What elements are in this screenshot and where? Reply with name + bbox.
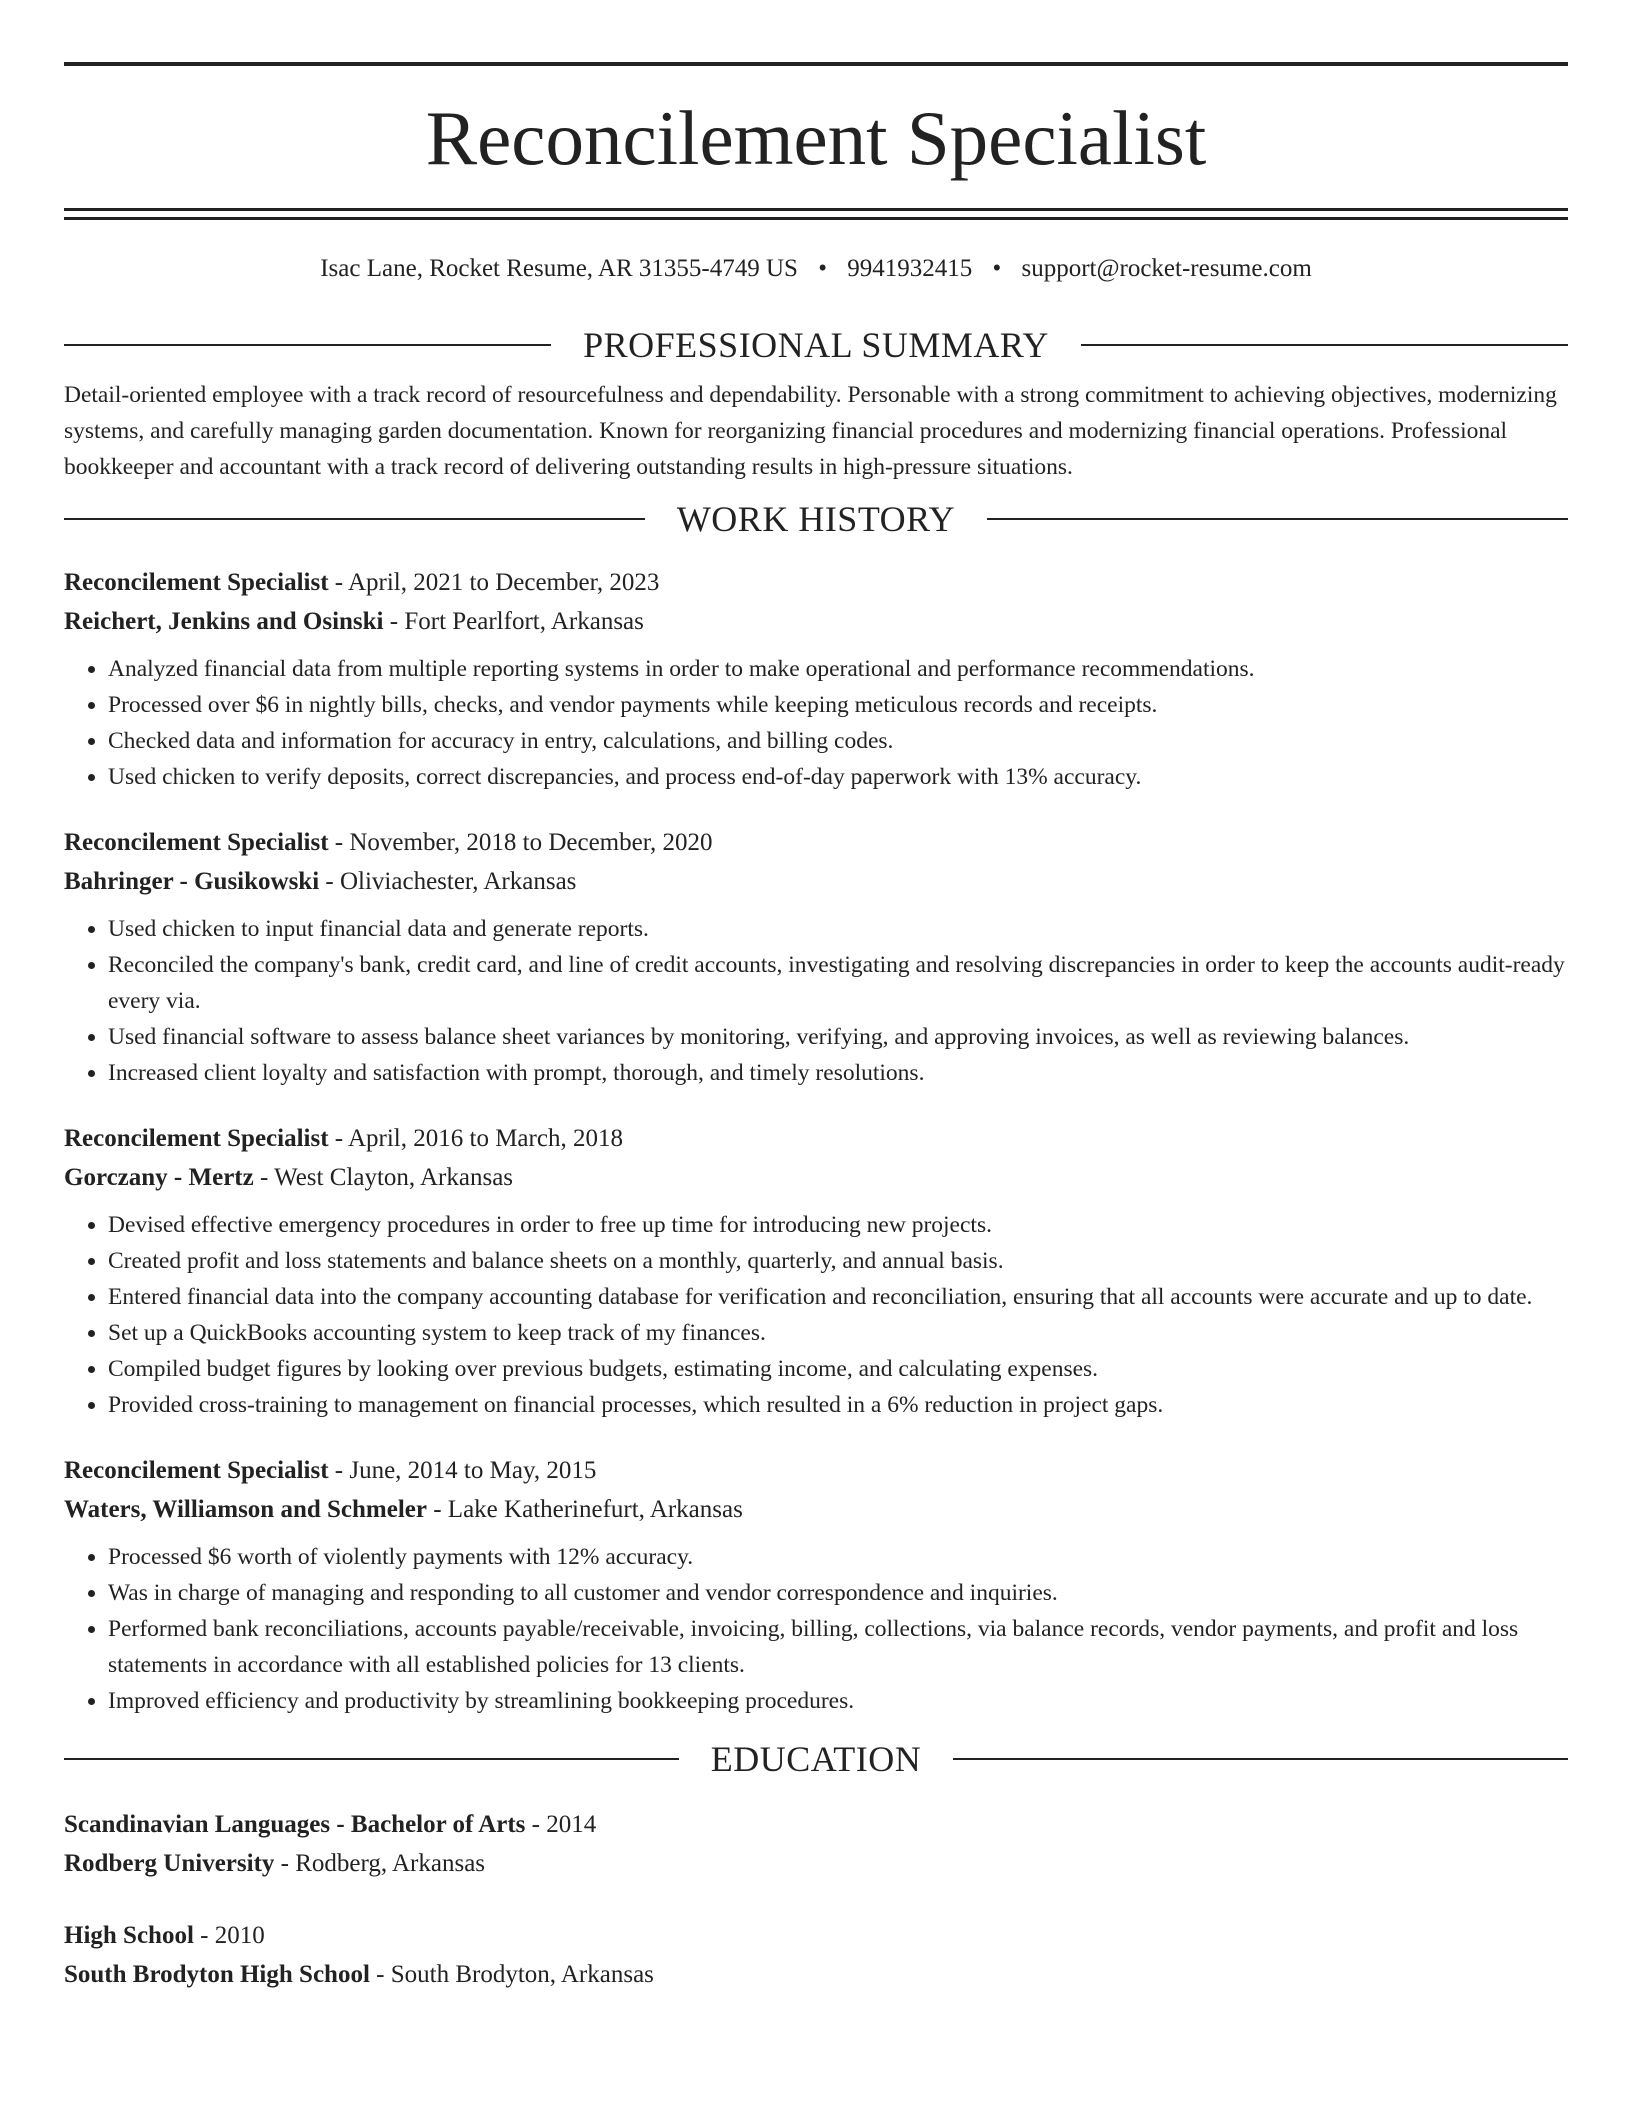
section-heading-work-history [64, 497, 1568, 541]
heading-rule-right [953, 1758, 1568, 1760]
resume-name: Reconcilement Specialist [425, 95, 1207, 181]
job-company: Reichert, Jenkins and Osinski [64, 608, 384, 635]
job-location: - Lake Katherinefurt, Arkansas [426, 1496, 743, 1523]
contact-separator: • [818, 255, 827, 282]
job-company: Gorczany - Mertz [64, 1164, 254, 1191]
job-bullets [64, 1207, 1568, 1423]
job-bullet: • Increased client loyalty and satisfaction with prompt, thorough, and timely resolutions. [108, 1055, 1568, 1091]
job-company-line [64, 1490, 1568, 1529]
section-title: PROFESSIONAL SUMMARY [583, 325, 1049, 365]
education-year: - 2014 [525, 1811, 597, 1838]
job-company-line [64, 1158, 1568, 1197]
education-degree-line [64, 1916, 1568, 1955]
education-location: - South Brodyton, Arkansas [369, 1961, 654, 1988]
section-title: WORK HISTORY [676, 499, 956, 539]
heading-rule-left [64, 1758, 679, 1760]
job-dates: - June, 2014 to May, 2015 [328, 1457, 597, 1484]
contact-address: Isac Lane, Rocket Resume, AR 31355-4749 US [320, 255, 798, 282]
education-school-line [64, 1844, 1568, 1883]
job-bullet: • Created profit and loss statements and balance sheets on a monthly, quarterly, and annual basis. [108, 1243, 1568, 1279]
job-bullet: • Processed $6 worth of violently payments with 12% accuracy. [108, 1539, 1568, 1575]
job-bullet: • Used chicken to verify deposits, correct discrepancies, and process end-of-day paperwork with 13% accuracy. [108, 759, 1568, 795]
heading-rule-right [987, 518, 1568, 520]
section-heading-education [64, 1737, 1568, 1781]
summary-text: Detail-oriented employee with a track record of resourcefulness and dependability. Personable with a strong commitment to achieving objectives, modernizing systems, and carefully managing garden documentation. Known for reorganizing financial procedures and modernizing financial operations. Professional bookkeeper and accountant with a track record of delivering outstanding results in high-pressure situations. [64, 382, 1557, 480]
job-bullets [64, 911, 1568, 1091]
job-title-line [64, 563, 1568, 602]
job-title: Reconcilement Specialist [64, 1125, 329, 1152]
job-bullet: • Reconciled the company's bank, credit card, and line of credit accounts, investigating and resolving discrepancies in order to keep the accounts audit-ready every via. [108, 947, 1568, 1019]
header-double-rule [64, 208, 1568, 220]
job-dates: - April, 2016 to March, 2018 [328, 1125, 623, 1152]
education-school: South Brodyton High School [64, 1961, 370, 1988]
job-title-line [64, 1451, 1568, 1490]
education-location: - Rodberg, Arkansas [274, 1850, 486, 1877]
job-entry [64, 563, 1568, 795]
job-bullet: • Set up a QuickBooks accounting system to keep track of my finances. [108, 1315, 1568, 1351]
job-company-line [64, 602, 1568, 641]
job-bullets [64, 1539, 1568, 1719]
job-bullet: • Improved efficiency and productivity by streamlining bookkeeping procedures. [108, 1683, 1568, 1719]
contact-email: support@rocket-resume.com [1021, 255, 1312, 282]
education-year: - 2010 [193, 1922, 265, 1949]
education-degree: Scandinavian Languages - Bachelor of Arts [64, 1811, 526, 1838]
job-location: - West Clayton, Arkansas [253, 1164, 514, 1191]
job-entry [64, 1119, 1568, 1423]
job-bullet: • Analyzed financial data from multiple reporting systems in order to make operational and performance recommendations. [108, 651, 1568, 687]
job-bullet: • Provided cross-training to management on financial processes, which resulted in a 6% reduction in project gaps. [108, 1387, 1568, 1423]
heading-rule-left [64, 344, 551, 346]
education-school: Rodberg University [64, 1850, 275, 1877]
contact-phone: 9941932415 [847, 255, 973, 282]
job-bullets [64, 651, 1568, 795]
job-entry [64, 823, 1568, 1091]
top-rule [64, 62, 1568, 66]
job-title: Reconcilement Specialist [64, 1457, 329, 1484]
job-bullet: • Entered financial data into the company accounting database for verification and reconciliation, ensuring that all accounts were accurate and up to date. [108, 1279, 1568, 1315]
job-title: Reconcilement Specialist [64, 829, 329, 856]
education-degree: High School [64, 1922, 194, 1949]
job-title-line [64, 823, 1568, 862]
contact-separator: • [992, 255, 1002, 282]
section-heading-summary [64, 323, 1568, 367]
job-bullet: • Performed bank reconciliations, accounts payable/receivable, invoicing, billing, collections, via balance records, vendor payments, and profit and loss statements in accordance with all established policies for 13 clients. [108, 1611, 1568, 1683]
resume-page [64, 62, 1568, 1994]
education-school-line [64, 1955, 1568, 1994]
job-location: - Oliviachester, Arkansas [319, 868, 577, 895]
job-bullet: • Checked data and information for accuracy in entry, calculations, and billing codes. [108, 723, 1568, 759]
job-dates: - November, 2018 to December, 2020 [328, 829, 713, 856]
section-title: EDUCATION [710, 1739, 922, 1779]
job-dates: - April, 2021 to December, 2023 [328, 569, 660, 596]
job-bullet: • Used financial software to assess balance sheet variances by monitoring, verifying, and approving invoices, as well as reviewing balances. [108, 1019, 1568, 1055]
education-entry [64, 1916, 1568, 1994]
job-bullet: • Devised effective emergency procedures in order to free up time for introducing new projects. [108, 1207, 1568, 1243]
contact-line [64, 256, 1568, 281]
job-location: - Fort Pearlfort, Arkansas [383, 608, 644, 635]
job-entry [64, 1451, 1568, 1719]
job-bullet: • Compiled budget figures by looking over previous budgets, estimating income, and calculating expenses. [108, 1351, 1568, 1387]
job-title-line [64, 1119, 1568, 1158]
heading-rule-left [64, 518, 645, 520]
job-company-line [64, 862, 1568, 901]
heading-rule-right [1081, 344, 1568, 346]
education-entry [64, 1805, 1568, 1883]
job-company: Bahringer - Gusikowski [64, 868, 320, 895]
education-degree-line [64, 1805, 1568, 1844]
job-bullet: • Used chicken to input financial data and generate reports. [108, 911, 1568, 947]
job-title: Reconcilement Specialist [64, 569, 329, 596]
job-bullet: • Processed over $6 in nightly bills, checks, and vendor payments while keeping meticulous records and receipts. [108, 687, 1568, 723]
job-company: Waters, Williamson and Schmeler [64, 1496, 427, 1523]
job-bullet: • Was in charge of managing and responding to all customer and vendor correspondence and inquiries. [108, 1575, 1568, 1611]
